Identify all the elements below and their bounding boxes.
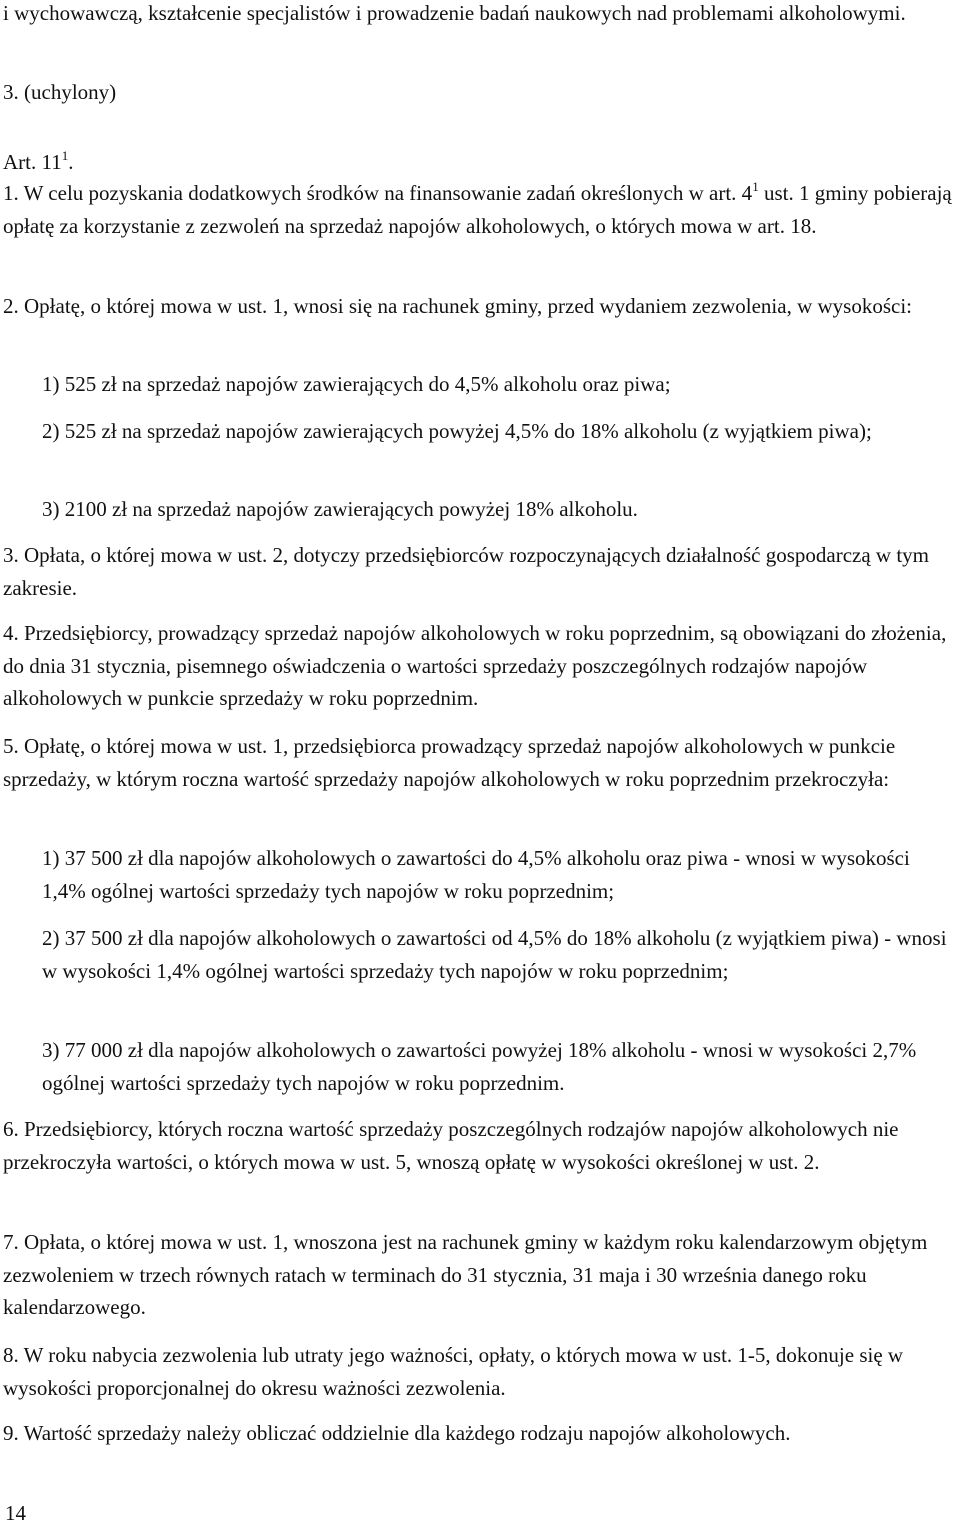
page-number: 14 <box>5 1501 26 1525</box>
paragraph-5-item-3: 3) 77 000 zł dla napojów alkoholowych o zawartości powyżej 18% alkoholu - wnosi w wysokości 2,7% ogólnej wartości sprzedaży tych napojów w roku poprzednim. <box>42 1038 917 1095</box>
paragraph-2-item-1: 1) 525 zł na sprzedaż napojów zawierających do 4,5% alkoholu oraz piwa; <box>42 372 671 396</box>
paragraph-1-sup: 1 <box>752 179 759 194</box>
paragraph-2-item-3: 3) 2100 zł na sprzedaż napojów zawierających powyżej 18% alkoholu. <box>42 497 638 521</box>
paragraph-1 <box>3 177 957 242</box>
paragraph-8: 8. W roku nabycia zezwolenia lub utraty jego ważności, opłaty, o których mowa w ust. 1-5, dokonuje się w wysokości proporcjonalnej do okresu ważności zezwolenia. <box>3 1343 904 1400</box>
paragraph-3: 3. Opłata, o której mowa w ust. 2, dotyczy przedsiębiorców rozpoczynających działalność gospodarczą w tym zakresie. <box>3 543 930 600</box>
article-heading-prefix: Art. 11 <box>3 150 62 174</box>
paragraph-7: 7. Opłata, o której mowa w ust. 1, wnoszona jest na rachunek gminy w każdym roku kalendarzowym objętym zezwoleniem w trzech równych ratach w terminach do 31 stycznia, 31 maja i 30 września danego roku kalendarzowego. <box>3 1230 928 1319</box>
paragraph-2: 2. Opłatę, o której mowa w ust. 1, wnosi się na rachunek gminy, przed wydaniem zezwolenia, w wysokości: <box>3 294 912 318</box>
article-heading <box>3 146 73 179</box>
paragraph-9: 9. Wartość sprzedaży należy obliczać oddzielnie dla każdego rodzaju napojów alkoholowych. <box>3 1421 791 1445</box>
paragraph-1-part-a: 1. W celu pozyskania dodatkowych środków na finansowanie zadań określonych w art. 4 <box>3 181 753 205</box>
paragraph-6: 6. Przedsiębiorcy, których roczna wartość sprzedaży poszczególnych rodzajów napojów alkoholowych nie przekroczyła wartości, o których mowa w ust. 5, wnoszą opłatę w wysokości określonej w ust. 2. <box>3 1117 899 1174</box>
paragraph-5-item-1: 1) 37 500 zł dla napojów alkoholowych o zawartości do 4,5% alkoholu oraz piwa - wnosi w wysokości 1,4% ogólnej wartości sprzedaży tych napojów w roku poprzednim; <box>42 846 910 903</box>
paragraph-4: 4. Przedsiębiorcy, prowadzący sprzedaż napojów alkoholowych w roku poprzednim, są obowiązani do złożenia, do dnia 31 stycznia, pisemnego oświadczenia o wartości sprzedaży poszczególnych rodzajów napojów alkoholowych w punkcie sprzedaży w roku poprzednim. <box>3 621 947 710</box>
article-heading-suffix: . <box>68 150 74 174</box>
article-heading-sup: 1 <box>61 148 69 163</box>
paragraph-5: 5. Opłatę, o której mowa w ust. 1, przedsiębiorca prowadzący sprzedaż napojów alkoholowych w punkcie sprzedaży, w którym roczna wartość sprzedaży napojów alkoholowych w roku poprzednim przekroczyła: <box>3 734 896 791</box>
paragraph-2-item-2: 2) 525 zł na sprzedaż napojów zawierających powyżej 4,5% do 18% alkoholu (z wyjątkiem piwa); <box>42 419 872 443</box>
paragraph-5-item-2: 2) 37 500 zł dla napojów alkoholowych o zawartości od 4,5% do 18% alkoholu (z wyjątkiem piwa) - wnosi w wysokości 1,4% ogólnej wartości sprzedaży tych napojów w roku poprzednim; <box>42 926 947 983</box>
paragraph-1-part-b: ust. 1 gminy pobierają opłatę za korzystanie z zezwoleń na sprzedaż napojów alkoholowych, o których mowa w art. 18. <box>3 181 952 238</box>
intro-paragraph: i wychowawczą, kształcenie specjalistów i prowadzenie badań naukowych nad problemami alkoholowymi. <box>3 1 906 25</box>
repealed-point: 3. (uchylony) <box>3 80 117 104</box>
